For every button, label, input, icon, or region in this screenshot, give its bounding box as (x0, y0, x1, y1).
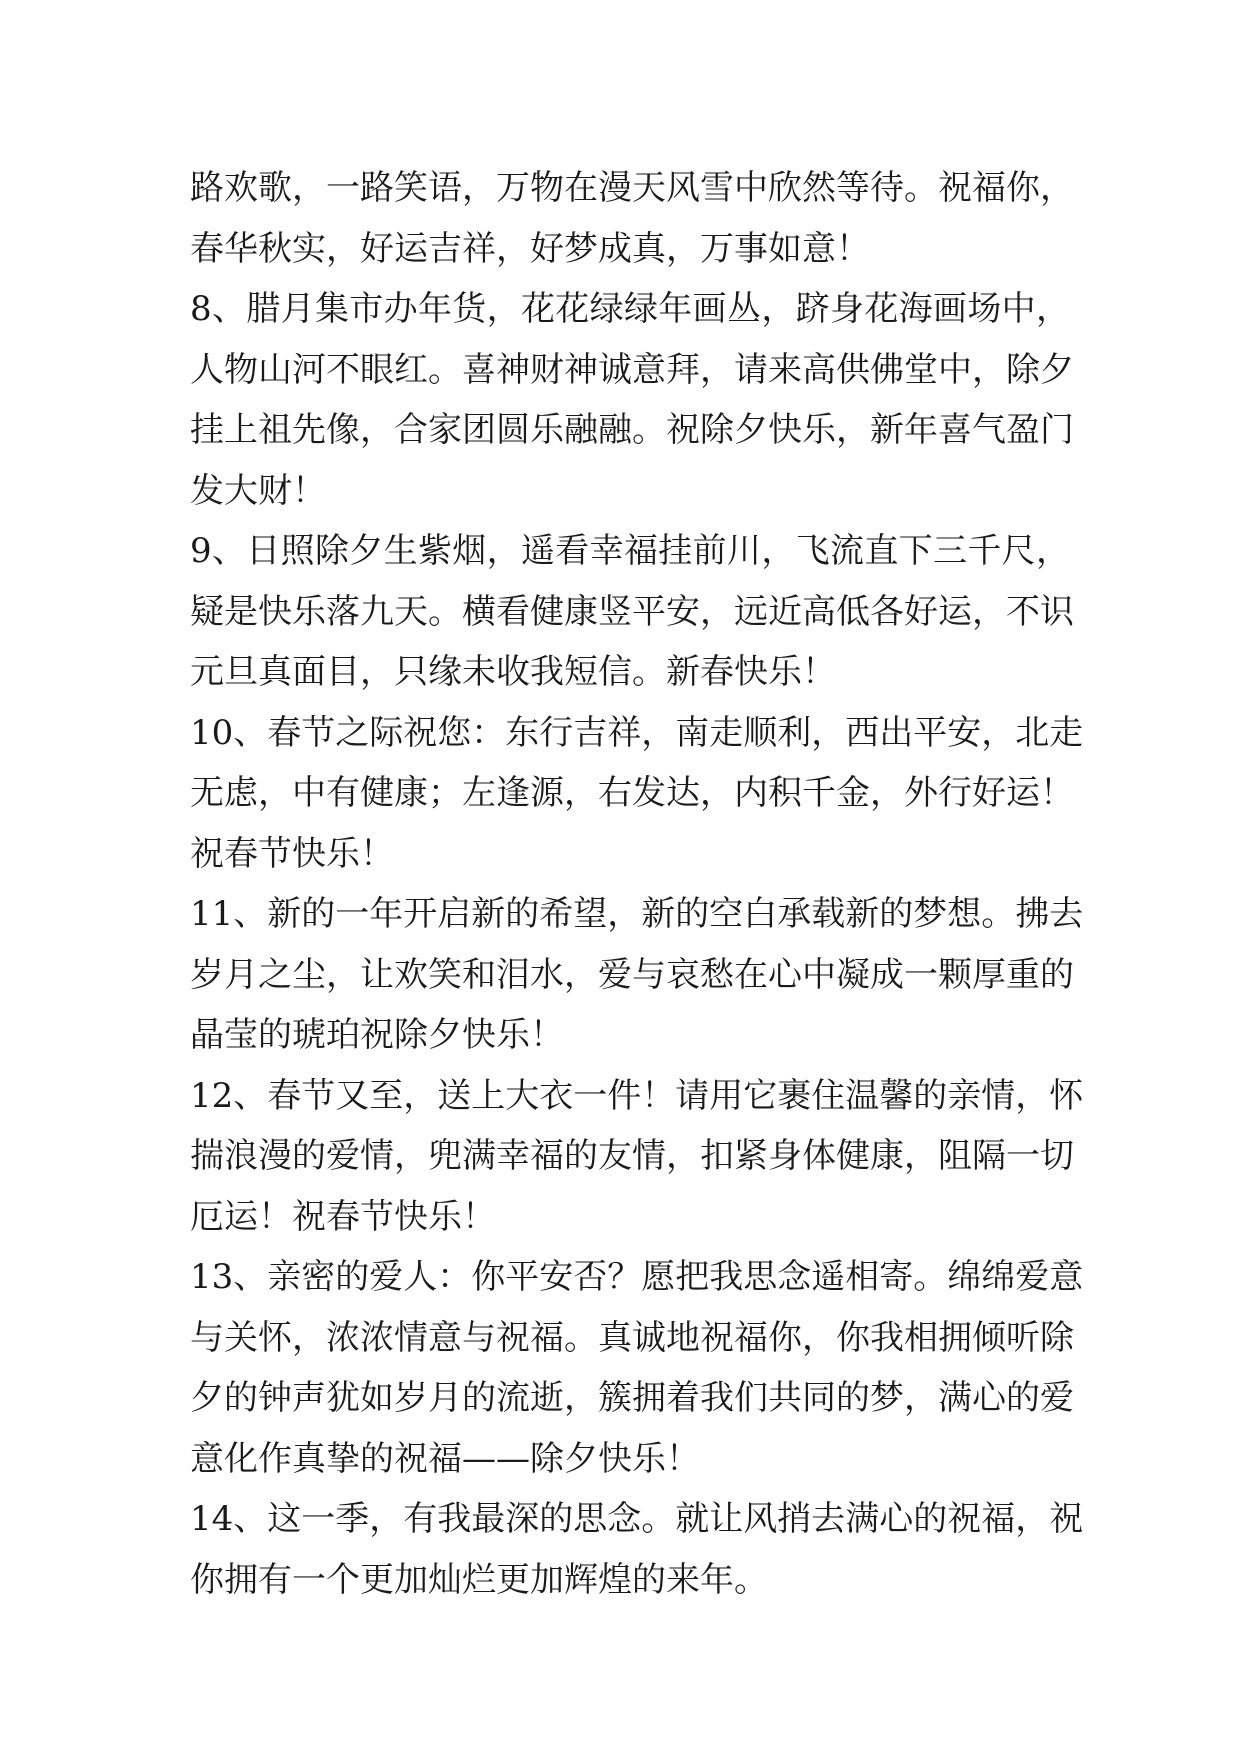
text-line: 12、春节又至，送上大衣一件！请用它裹住温馨的亲情，怀 (190, 1075, 1084, 1116)
text-line: 厄运！祝春节快乐！ (190, 1196, 496, 1237)
text-line: 14、这一季，有我最深的思念。就让风捎去满心的祝福，祝 (190, 1499, 1084, 1539)
text-line: 祝春节快乐！ (190, 833, 394, 874)
text-line: 路欢歌，一路笑语，万物在漫天风雪中欣然等待。祝福你， (190, 168, 1074, 208)
text-line: 无虑，中有健康；左逢源，右发达，内积千金，外行好运！ (190, 773, 1074, 813)
text-line: 11、新的一年开启新的希望，新的空白承载新的梦想。拂去 (190, 894, 1084, 934)
text-line: 13、亲密的爱人：你平安否？愿把我思念遥相寄。绵绵爱意 (190, 1257, 1084, 1297)
text-line: 意化作真挚的祝福——除夕快乐！ (190, 1438, 700, 1479)
text-line: 与关怀，浓浓情意与祝福。真诚地祝福你，你我相拥倾听除 (190, 1317, 1074, 1358)
text-line: 夕的钟声犹如岁月的流逝，簇拥着我们共同的梦，满心的爱 (190, 1378, 1074, 1418)
document-body-text (190, 158, 1084, 1610)
text-line: 元旦真面目，只缘未收我短信。新春快乐！ (190, 652, 836, 692)
text-line: 晶莹的琥珀祝除夕快乐！ (190, 1015, 564, 1055)
text-line: 疑是快乐落九天。横看健康竖平安，远近高低各好运，不识 (190, 591, 1074, 632)
text-line: 岁月之尘，让欢笑和泪水，爱与哀愁在心中凝成一颗厚重的 (190, 954, 1074, 995)
text-line: 你拥有一个更加灿烂更加辉煌的来年。 (190, 1559, 768, 1600)
text-line: 人物山河不眼红。喜神财神诚意拜，请来高供佛堂中，除夕 (190, 349, 1074, 390)
text-line: 10、春节之际祝您：东行吉祥，南走顺利，西出平安，北走 (190, 712, 1084, 753)
text-line: 9、日照除夕生紫烟，遥看幸福挂前川，飞流直下三千尺， (190, 531, 1070, 571)
text-line: 发大财！ (190, 470, 326, 511)
text-line: 8、腊月集市办年货，花花绿绿年画丛，跻身花海画场中， (190, 289, 1070, 329)
text-line: 揣浪漫的爱情，兜满幸福的友情，扣紧身体健康，阻隔一切 (190, 1136, 1074, 1176)
text-line: 春华秋实，好运吉祥，好梦成真，万事如意！ (190, 228, 870, 269)
text-line: 挂上祖先像，合家团圆乐融融。祝除夕快乐，新年喜气盈门 (190, 410, 1074, 450)
